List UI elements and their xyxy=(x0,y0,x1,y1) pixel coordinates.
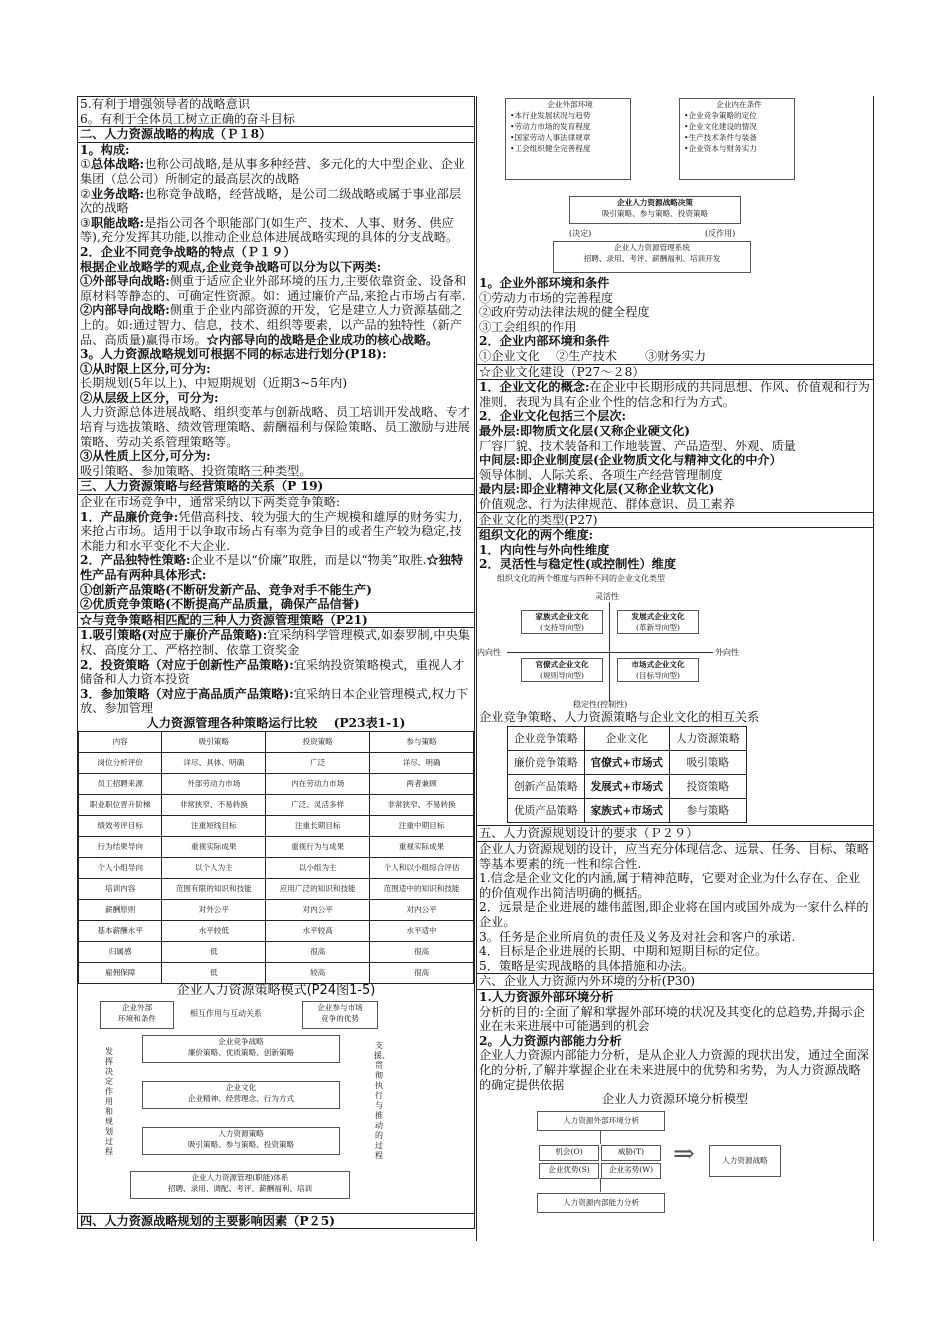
table-row xyxy=(79,857,474,878)
paragraph: 企业在市场竞争中，通常采纳以下两类竞争策略: xyxy=(80,495,341,510)
subheading: 2．企业不同竞争战略的特点（Ｐ１９） xyxy=(80,244,296,259)
table-cell: 岗位分析评价 xyxy=(79,752,162,773)
subheading: 组织文化的两个维度: xyxy=(479,528,594,543)
table-cell: 行为结果导向 xyxy=(79,836,162,857)
axis-top-label: 灵活性 xyxy=(595,591,619,601)
table-cell: 内容 xyxy=(79,731,162,752)
list-item: 4．目标是企业进展的长期、中期和短期目标的定位。 xyxy=(479,944,768,959)
paragraph: ②业务战略:也称竞争战略，经营战略，是公司二级战略或属于事业部层次的战略 xyxy=(80,186,462,216)
table-cell: 注重长期目标 xyxy=(266,815,370,836)
paragraph: ②优质竞争策略(不断提高产品质量，确保产品信誉) xyxy=(80,597,360,612)
paragraph: ②内部导向战略:侧重于企业内部资源的开发，它是建立人力资源基础之上的。如:通过智力、信息，技术、组织等要素，以产品的独特性（新产品、高质量)赢得市场。☆内部导向的战略是企业成功的核心战略。 xyxy=(80,303,463,347)
axis-left-label: 内向性 xyxy=(477,647,501,657)
internal-analysis-box: 人力资源内部能力分析 xyxy=(537,1193,665,1213)
section-heading: 五、人力资源规划设计的要求（Ｐ２９） xyxy=(477,825,873,842)
paragraph: 吸引策略、参加策略、投资策略三种类型。 xyxy=(80,463,312,478)
env-model-title: 企业人力资源环境分析模型 xyxy=(601,1092,749,1107)
quadrant-box: 市场式企业文化 (目标导向型) xyxy=(617,658,699,682)
table-cell: 范围适中的知识和技能 xyxy=(370,878,474,899)
list-item: 2．远景是企业进展的雄伟蓝图,即企业将在国内或国外成为一家什么样的企业。 xyxy=(479,900,869,930)
table-cell: 较高 xyxy=(266,962,370,983)
strategy-model-diagram xyxy=(78,999,474,1213)
table-row xyxy=(79,920,474,941)
table-row xyxy=(79,941,474,962)
paragraph: 分析的目的:全面了解和掌握外部环境的状况及其变化的总趋势,并揭示企业在未来进展中可能遇到的机会 xyxy=(479,1004,865,1034)
relation-title: 企业竞争策略、人力资源策略与企业文化的相互关系 xyxy=(479,709,760,724)
table-row xyxy=(79,815,474,836)
table-cell: 参与策略 xyxy=(670,799,747,823)
swot-cell: 企业优势(S) xyxy=(539,1163,599,1179)
table-row xyxy=(508,775,747,799)
table-cell: 吸引策略 xyxy=(162,731,266,752)
table-cell: 广泛、灵活多样 xyxy=(266,794,370,815)
paragraph: ①创新产品策略(不断研发新产品、竞争对手不能生产) xyxy=(80,582,372,597)
intro-line: 5.有利于增强领导者的战略意识 xyxy=(80,97,251,111)
table-cell: 个人和以小组综合评估 xyxy=(370,857,474,878)
table-cell: 范围有限的知识和技能 xyxy=(162,878,266,899)
paragraph: 人力资源总体进展战略、组织变革与创新战略、员工培训开发战略、专才培育与选拔策略、绩效管理策略、薪酬福利与保险策略、员工激励与进展策略、劳动关系管理策略等。 xyxy=(80,405,470,449)
table-cell: 官僚式+市场式 xyxy=(584,751,669,775)
subheading: 2。人力资源内部能力分析 xyxy=(479,1033,622,1048)
section-heading: 六、企业人力资源内外环境的分析(P30) xyxy=(477,973,873,990)
subheading: 3。人力资源战略规划可根据不同的标志进行划分(P18): xyxy=(80,347,387,362)
list-item: ①劳动力市场的完善程度 xyxy=(479,290,614,305)
table-row xyxy=(508,751,747,775)
subheading: 1．内向性与外向性维度 xyxy=(479,542,610,557)
table-row xyxy=(79,794,474,815)
arrow-right-icon: ⇒ xyxy=(673,1138,695,1169)
paragraph: 2．投资策略（对应于创新性产品策略):宜采纳投资策略模式，重视人才储备和人力资本投资 xyxy=(80,657,465,687)
table-title: 人力资源管理各种策略运行比较 (P23表1-1) xyxy=(146,715,406,730)
table-cell: 低 xyxy=(162,941,266,962)
table-cell: 重视实际成果 xyxy=(370,836,474,857)
table-cell: 注重短线目标 xyxy=(162,815,266,836)
table-cell: 很高 xyxy=(370,962,474,983)
decide-label: (决定) xyxy=(569,229,592,238)
table-cell: 对外公平 xyxy=(162,899,266,920)
left-column xyxy=(77,96,475,1229)
table-row xyxy=(79,899,474,920)
quadrant-box: 官僚式企业文化 (规则导向型) xyxy=(521,658,603,682)
list-item: 3。任务是企业所肩负的责任及义务及对社会和客户的承诺. xyxy=(479,929,796,944)
left-vertical-label: 发挥决定作用和规划过程 xyxy=(105,1046,113,1156)
table-cell: 归属感 xyxy=(79,941,162,962)
list-item: ③工会组织的作用 xyxy=(479,319,577,334)
culture-quadrant-diagram xyxy=(477,572,873,710)
table-cell: 家族式+市场式 xyxy=(584,799,669,823)
axis-bottom-label: 稳定性(控制性) xyxy=(573,699,628,709)
table-row xyxy=(79,731,474,752)
table-cell: 以个人为主 xyxy=(162,857,266,878)
table-cell: 参与策略 xyxy=(370,731,474,752)
paragraph: ①总体战略:也称公司战略,是从事多种经营、多元化的大中型企业、企业集团（总公司）所制定的最高层次的战略 xyxy=(80,157,465,186)
table-cell: 外部劳动力市场 xyxy=(162,773,266,794)
table-cell: 很高 xyxy=(370,941,474,962)
table-cell: 雇佣保障 xyxy=(79,962,162,983)
table-cell: 人力资源策略 xyxy=(670,727,747,751)
swot-cell: 威胁(T) xyxy=(601,1145,661,1161)
table-cell: 企业竞争策略 xyxy=(508,727,585,751)
model-box: 企业竞争战略 廉价策略、优质策略、创新策略 xyxy=(142,1035,340,1063)
paragraph: 企业人力资源内部能力分析，是从企业人力资源的现状出发，通过全面深化的分析,了解并掌握企业在未来进展中的优势和劣势，为人力资源战略的确定提供依据 xyxy=(479,1048,869,1092)
swot-cell: 机会(O) xyxy=(539,1145,599,1161)
table-cell: 重视实际成果 xyxy=(162,836,266,857)
table-cell: 企业文化 xyxy=(584,727,669,751)
section-heading: ☆企业文化建设（P27～２8） xyxy=(477,364,873,381)
paragraph: 3．参加策略（对应于高品质产品策略):宜采纳日本企业管理模式,权力下放、参加管理 xyxy=(80,686,469,716)
layer-heading: 最外层:即物质文化层(又称企业硬文化) xyxy=(479,423,691,438)
table-row xyxy=(508,727,747,751)
table-row xyxy=(79,752,474,773)
table-row xyxy=(508,799,747,823)
paragraph: 1.吸引策略(对应于廉价产品策略):宜采纳科学管理模式,如泰罗制,中央集权、高度分工、严格控制、依靠工资奖金 xyxy=(80,628,470,657)
table-cell: 培训内容 xyxy=(79,878,162,899)
table-cell: 水平适中 xyxy=(370,920,474,941)
table-cell: 详尽、具体、明确 xyxy=(162,752,266,773)
hr-system-box: 企业人力资源管理系统 招聘、录用、考评、薪酬福利、培训开发 xyxy=(553,241,751,273)
list-item: 5．策略是实现战略的具体措施和办法。 xyxy=(479,958,694,973)
paragraph: 1．企业文化的概念:在企业中长期形成的共同思想、作风、价值观和行为准则．表现为具有企业个性的信念和行为方式。 xyxy=(479,380,870,409)
env-analysis-diagram xyxy=(477,1107,873,1225)
list-item: 1.信念是企业文化的内涵,属于精神范畴，它要对企业为什么存在、企业的价值观作出简洁明确的概括。 xyxy=(479,871,861,900)
table-cell: 基本薪酬水平 xyxy=(79,920,162,941)
table-cell: 优质产品策略 xyxy=(508,799,585,823)
layer-heading: 中间层:即企业制度层(企业物质文化与精神文化的中介） xyxy=(479,453,782,468)
layer-heading: 最内层:即企业精神文化层(又称企业软文化) xyxy=(479,482,715,497)
model-box: 企业文化 企业精神、经营理念、行为方式 xyxy=(142,1081,340,1109)
hr-decision-box: 企业人力资源战略决策 吸引策略、参与策略、投资策略 xyxy=(569,196,741,224)
table-cell: 对内公平 xyxy=(370,899,474,920)
table-cell: 非常狭窄、不易转换 xyxy=(162,794,266,815)
paragraph: 价值观念、行为法律规范、群体意识、员工素养 xyxy=(479,496,735,511)
table-row xyxy=(79,836,474,857)
table-cell: 应用广泛的知识和技能 xyxy=(266,878,370,899)
hr-strategy-box: 人力资源战略 xyxy=(709,1145,781,1177)
section-heading: 三、人力资源策略与经营策略的关系（P 19) xyxy=(78,478,474,495)
table-cell: 内在劳动力市场 xyxy=(266,773,370,794)
subheading: 根据企业战略学的观点,企业竞争战略可以分为以下两类: xyxy=(80,259,382,274)
swot-cell: 企业劣势(W) xyxy=(601,1163,661,1179)
quadrant-box: 家族式企业文化 (支持导向型) xyxy=(521,610,603,634)
table-cell: 创新产品策略 xyxy=(508,775,585,799)
model-box: 企业人力资源管理(职能)体系 招聘、录用、调配、考评、薪酬福利、培训 xyxy=(130,1171,350,1199)
table-cell: 详尽、明确 xyxy=(370,752,474,773)
table-cell: 广泛 xyxy=(266,752,370,773)
table-cell: 投资策略 xyxy=(266,731,370,752)
table-cell: 绩效考评目标 xyxy=(79,815,162,836)
paragraph: ③职能战略:是指公司各个职能部门(如生产、技术、人事、财务、供应等),充分发挥其功能,以推动企业总体进展战略实现的具体的分支战略。 xyxy=(80,215,459,245)
paragraph: ①外部导向战略:侧重于适应企业外部环境的压力,主要依靠资金、设备和原材料等静态的、可确定性资源。如：通过廉价产品,来抢占市场占有率. xyxy=(80,274,467,303)
paragraph: 领导体制、人际关系、各项生产经营管理制度 xyxy=(479,467,723,482)
culture-relation-table xyxy=(507,726,747,823)
internal-cond-box: 企业内在条件 •企业竞争策略的定位 •企业文化建设的情况 •生产技术条件与装备 •企业资本与财务实力 xyxy=(679,98,795,180)
external-env-box: 企业外部环境 •本行业发展状况与趋势 •劳动力市场的发育程度 •国家劳动人事法律规章 •工会组织健全完善程度 xyxy=(505,98,631,180)
paragraph: 厂容厂貌、技术装备和工作地装置、产品造型、外观、质量 xyxy=(479,438,796,453)
list-item: ②政府劳动法律法规的健全程度 xyxy=(479,305,650,320)
table-cell: 职业职位晋升阶梯 xyxy=(79,794,162,815)
table-row xyxy=(79,773,474,794)
table-row xyxy=(79,962,474,983)
table-cell: 对内公平 xyxy=(266,899,370,920)
subheading: ②从层级上区分，可分为: xyxy=(80,390,219,405)
table-cell: 很高 xyxy=(266,941,370,962)
paragraph: 2．产品独特性策略:企业不是以“价廉”取胜，而是以“物美”取胜.☆独特性产品有两种具体形式: xyxy=(80,553,464,582)
table-cell: 水平较低 xyxy=(162,920,266,941)
subheading: 1。构成: xyxy=(80,142,130,157)
table-cell: 低 xyxy=(162,962,266,983)
subheading: ①从时限上区分,可分为: xyxy=(80,361,211,376)
market-advantage-box: 企业参与市场 竞争的优势 xyxy=(302,1001,378,1029)
subheading: 2．企业内部环境和条件 xyxy=(479,334,610,349)
section-heading: ☆与竞争策略相匹配的三种人力资源管理策略（P21) xyxy=(78,612,474,629)
table-row xyxy=(79,878,474,899)
table-cell: 廉价竞争策略 xyxy=(508,751,585,775)
external-env-box: 企业外部 环境和条件 xyxy=(100,1001,174,1029)
subheading: 1.人力资源外部环境分析 xyxy=(479,990,614,1004)
subheading: 2．企业文化包括三个层次: xyxy=(479,409,627,424)
external-analysis-box: 人力资源外部环境分析 xyxy=(537,1111,665,1131)
table-cell: 以小组为主 xyxy=(266,857,370,878)
list-item: ①企业文化 ②生产技术 ③财务实力 xyxy=(479,348,707,363)
section-heading: 企业文化的类型(P27) xyxy=(477,512,873,529)
subheading: 1。企业外部环境和条件 xyxy=(479,276,610,290)
paragraph: 1．产品廉价竞争:凭借高科技、较为强大的生产规模和雄厚的财务实力,来抢占市场。适用于以争取市场占有率为竞争目的或者生产较为稳定,技术能力和水平变化不大企业. xyxy=(80,509,463,553)
feedback-label: (反作用) xyxy=(705,229,736,238)
table-cell: 吸引策略 xyxy=(670,751,747,775)
interaction-label: 相互作用与互动关系 xyxy=(190,1008,262,1018)
section-heading: 四、人力资源战略规划的主要影响因素（P２5) xyxy=(78,1213,474,1229)
section-heading: 二、人力资源战略的构成（Ｐ１8） xyxy=(78,126,474,143)
hr-strategy-decision-diagram xyxy=(477,96,873,276)
table-cell: 发展式+市场式 xyxy=(584,775,669,799)
model-box: 人力资源策略 吸引策略、参与策略、投资策略 xyxy=(142,1127,340,1155)
table-cell: 水平较高 xyxy=(266,920,370,941)
right-vertical-label: 支援、贯彻执行与推动的过程 xyxy=(374,1040,390,1160)
paragraph: 长期规划(5年以上)、中短期规划（近期3~5年内) xyxy=(80,376,348,391)
quadrant-title: 组织文化的两个维度与四种不同的企业文化类型 xyxy=(497,573,665,583)
table-cell: 个人小组导向 xyxy=(79,857,162,878)
table-cell: 注重中期目标 xyxy=(370,815,474,836)
table-cell: 非常狭窄、不易转换 xyxy=(370,794,474,815)
intro-line: 6。有利于全体员工树立正确的奋斗目标 xyxy=(80,111,295,126)
quadrant-box: 发展式企业文化 (革新导向型) xyxy=(617,610,699,634)
table-cell: 员工招聘来源 xyxy=(79,773,162,794)
strategy-comparison-table xyxy=(78,731,474,984)
axis-right-label: 外向性 xyxy=(715,647,739,657)
subheading: ③从性质上区分,可分为: xyxy=(80,449,211,464)
subheading: 2．灵活性与稳定性(或控制性）维度 xyxy=(479,557,677,572)
table-cell: 投资策略 xyxy=(670,775,747,799)
model-title: 企业人力资源策略模式(P24图1-5) xyxy=(176,982,376,998)
table-cell: 两者兼顾 xyxy=(370,773,474,794)
paragraph: 企业人力资源规划的设计，应当充分体现信念、远景、任务、目标、策略等基本要素的统一性和综合性. xyxy=(479,842,869,871)
table-cell: 重视行为与成果 xyxy=(266,836,370,857)
right-column xyxy=(476,96,874,1241)
table-cell: 薪酬原则 xyxy=(79,899,162,920)
